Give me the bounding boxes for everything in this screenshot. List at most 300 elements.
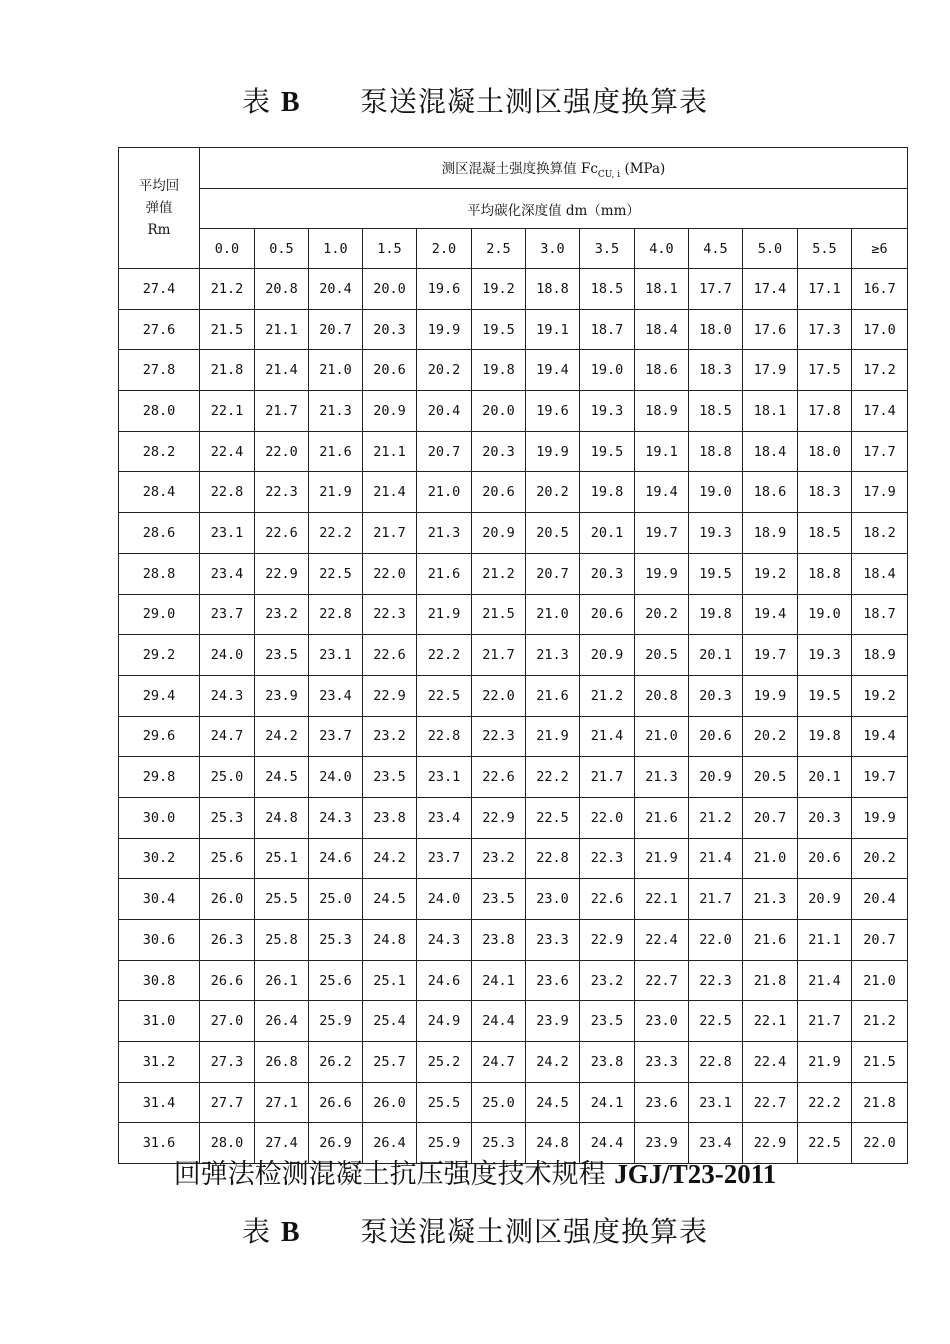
strength-value-cell: 21.4 — [798, 960, 852, 1001]
strength-header-prefix: 测区混凝土强度换算值 Fc — [441, 160, 598, 177]
strength-value-cell: 22.4 — [743, 1042, 798, 1083]
strength-value-cell: 22.3 — [472, 716, 526, 757]
strength-value-cell: 24.2 — [363, 838, 417, 879]
strength-value-cell: 18.5 — [689, 391, 743, 432]
strength-value-cell: 22.3 — [363, 594, 417, 635]
strength-value-cell: 20.6 — [363, 350, 417, 391]
strength-value-cell: 17.9 — [852, 472, 908, 513]
strength-value-cell: 21.5 — [200, 309, 255, 350]
strength-value-cell: 21.7 — [255, 391, 309, 432]
strength-value-cell: 21.2 — [200, 269, 255, 310]
strength-value-cell: 19.8 — [798, 716, 852, 757]
strength-value-cell: 23.5 — [472, 879, 526, 920]
strength-value-cell: 25.3 — [472, 1123, 526, 1164]
strength-value-cell: 18.8 — [689, 431, 743, 472]
strength-value-cell: 22.0 — [255, 431, 309, 472]
strength-value-cell: 19.0 — [689, 472, 743, 513]
strength-value-cell: 24.7 — [472, 1042, 526, 1083]
strength-value-cell: 20.9 — [472, 513, 526, 554]
rm-value-cell: 30.8 — [119, 960, 200, 1001]
strength-value-cell: 20.5 — [526, 513, 580, 554]
rm-value-cell: 31.2 — [119, 1042, 200, 1083]
strength-value-cell: 19.0 — [798, 594, 852, 635]
strength-value-cell: 22.8 — [200, 472, 255, 513]
strength-value-cell: 23.9 — [635, 1123, 689, 1164]
rm-value-cell: 31.0 — [119, 1001, 200, 1042]
strength-value-cell: 27.7 — [200, 1082, 255, 1123]
strength-value-cell: 22.5 — [798, 1123, 852, 1164]
strength-value-cell: 19.6 — [417, 269, 472, 310]
strength-value-cell: 26.3 — [200, 920, 255, 961]
strength-value-cell: 17.5 — [798, 350, 852, 391]
strength-value-cell: 20.9 — [363, 391, 417, 432]
table-row — [119, 716, 908, 757]
strength-value-cell: 22.9 — [743, 1123, 798, 1164]
strength-value-cell: 16.7 — [852, 269, 908, 310]
strength-value-cell: 21.9 — [417, 594, 472, 635]
strength-value-cell: 17.7 — [689, 269, 743, 310]
strength-value-cell: 17.6 — [743, 309, 798, 350]
rm-header-line1: 平均回 — [138, 178, 180, 194]
table-row — [119, 879, 908, 920]
strength-value-cell: 20.7 — [852, 920, 908, 961]
strength-value-cell: 25.8 — [255, 920, 309, 961]
strength-value-cell: 23.7 — [200, 594, 255, 635]
title-text: 泵送混凝土测区强度换算表 — [360, 1215, 709, 1248]
strength-value-cell: 20.6 — [798, 838, 852, 879]
strength-value-cell: 23.0 — [526, 879, 580, 920]
strength-value-cell: 22.6 — [580, 879, 635, 920]
rm-value-cell: 31.6 — [119, 1123, 200, 1164]
strength-value-cell: 25.5 — [417, 1082, 472, 1123]
strength-value-cell: 22.3 — [689, 960, 743, 1001]
table-row — [119, 431, 908, 472]
strength-value-cell: 19.2 — [743, 553, 798, 594]
strength-value-cell: 22.8 — [526, 838, 580, 879]
strength-value-cell: 20.1 — [689, 635, 743, 676]
depth-header: 平均碳化深度值 dm（mm） — [200, 189, 908, 229]
depth-values-row — [119, 229, 908, 269]
strength-value-cell: 21.0 — [309, 350, 363, 391]
table-row — [119, 1082, 908, 1123]
strength-value-cell: 18.5 — [798, 513, 852, 554]
strength-value-cell: 25.5 — [255, 879, 309, 920]
title-table-id: B — [280, 1217, 301, 1248]
strength-value-cell: 21.0 — [743, 838, 798, 879]
strength-value-cell: 26.6 — [309, 1082, 363, 1123]
strength-value-cell: 23.8 — [472, 920, 526, 961]
strength-value-cell: 20.6 — [472, 472, 526, 513]
strength-value-cell: 24.9 — [417, 1001, 472, 1042]
strength-value-cell: 21.4 — [689, 838, 743, 879]
strength-value-cell: 20.3 — [580, 553, 635, 594]
strength-value-cell: 27.3 — [200, 1042, 255, 1083]
strength-value-cell: 24.3 — [417, 920, 472, 961]
strength-value-cell: 19.6 — [526, 391, 580, 432]
strength-value-cell: 18.7 — [852, 594, 908, 635]
strength-value-cell: 20.0 — [363, 269, 417, 310]
strength-value-cell: 21.6 — [743, 920, 798, 961]
strength-value-cell: 22.7 — [635, 960, 689, 1001]
strength-value-cell: 21.3 — [417, 513, 472, 554]
strength-value-cell: 23.1 — [417, 757, 472, 798]
strength-value-cell: 21.4 — [363, 472, 417, 513]
strength-value-cell: 23.9 — [255, 675, 309, 716]
rm-value-cell: 28.8 — [119, 553, 200, 594]
strength-value-cell: 21.2 — [689, 797, 743, 838]
strength-value-cell: 25.7 — [363, 1042, 417, 1083]
strength-value-cell: 21.2 — [580, 675, 635, 716]
strength-value-cell: 21.2 — [852, 1001, 908, 1042]
strength-header-unit: (MPa) — [624, 160, 666, 177]
strength-value-cell: 21.7 — [580, 757, 635, 798]
strength-value-cell: 19.3 — [689, 513, 743, 554]
strength-value-cell: 20.5 — [743, 757, 798, 798]
strength-value-cell: 18.4 — [635, 309, 689, 350]
depth-header-cell: 2.0 — [417, 229, 472, 269]
strength-value-cell: 26.8 — [255, 1042, 309, 1083]
strength-value-cell: 22.1 — [200, 391, 255, 432]
strength-value-cell: 23.2 — [255, 594, 309, 635]
strength-value-cell: 22.0 — [689, 920, 743, 961]
strength-value-cell: 25.0 — [200, 757, 255, 798]
strength-value-cell: 17.7 — [852, 431, 908, 472]
strength-value-cell: 22.3 — [255, 472, 309, 513]
strength-value-cell: 24.1 — [580, 1082, 635, 1123]
strength-value-cell: 19.7 — [635, 513, 689, 554]
depth-header-cell: 1.0 — [309, 229, 363, 269]
strength-value-cell: 18.8 — [798, 553, 852, 594]
strength-value-cell: 20.3 — [472, 431, 526, 472]
strength-value-cell: 21.8 — [852, 1082, 908, 1123]
strength-value-cell: 23.2 — [363, 716, 417, 757]
strength-value-cell: 17.8 — [798, 391, 852, 432]
strength-value-cell: 19.1 — [526, 309, 580, 350]
strength-value-cell: 21.6 — [635, 797, 689, 838]
strength-value-cell: 19.4 — [852, 716, 908, 757]
strength-value-cell: 21.0 — [417, 472, 472, 513]
rm-value-cell: 29.4 — [119, 675, 200, 716]
strength-value-cell: 23.8 — [363, 797, 417, 838]
strength-value-cell: 20.6 — [689, 716, 743, 757]
strength-value-cell: 24.8 — [255, 797, 309, 838]
strength-value-cell: 23.5 — [255, 635, 309, 676]
strength-value-cell: 20.3 — [689, 675, 743, 716]
table-row — [119, 350, 908, 391]
strength-value-cell: 26.4 — [255, 1001, 309, 1042]
rm-value-cell: 29.8 — [119, 757, 200, 798]
strength-value-cell: 25.1 — [255, 838, 309, 879]
strength-value-cell: 23.6 — [526, 960, 580, 1001]
strength-value-cell: 24.7 — [200, 716, 255, 757]
strength-value-cell: 25.4 — [363, 1001, 417, 1042]
strength-value-cell: 17.4 — [743, 269, 798, 310]
strength-value-cell: 24.5 — [526, 1082, 580, 1123]
strength-value-cell: 24.3 — [200, 675, 255, 716]
rm-value-cell: 30.2 — [119, 838, 200, 879]
strength-value-cell: 17.0 — [852, 309, 908, 350]
strength-value-cell: 22.9 — [363, 675, 417, 716]
strength-value-cell: 19.4 — [743, 594, 798, 635]
depth-header-cell: 1.5 — [363, 229, 417, 269]
rm-value-cell: 27.8 — [119, 350, 200, 391]
strength-value-cell: 21.7 — [363, 513, 417, 554]
strength-value-cell: 20.2 — [526, 472, 580, 513]
strength-value-cell: 21.6 — [526, 675, 580, 716]
strength-value-cell: 19.9 — [526, 431, 580, 472]
table-row — [119, 757, 908, 798]
strength-value-cell: 22.6 — [363, 635, 417, 676]
table-row — [119, 960, 908, 1001]
strength-value-cell: 26.0 — [363, 1082, 417, 1123]
strength-value-cell: 22.2 — [309, 513, 363, 554]
strength-value-cell: 19.9 — [635, 553, 689, 594]
strength-value-cell: 20.9 — [580, 635, 635, 676]
strength-value-cell: 21.5 — [852, 1042, 908, 1083]
strength-value-cell: 20.7 — [417, 431, 472, 472]
strength-value-cell: 18.6 — [635, 350, 689, 391]
strength-value-cell: 21.1 — [363, 431, 417, 472]
strength-value-cell: 21.6 — [309, 431, 363, 472]
strength-value-cell: 17.4 — [852, 391, 908, 432]
strength-value-cell: 21.0 — [852, 960, 908, 1001]
strength-value-cell: 19.8 — [689, 594, 743, 635]
strength-value-cell: 21.5 — [472, 594, 526, 635]
strength-value-cell: 18.9 — [743, 513, 798, 554]
strength-value-cell: 24.6 — [309, 838, 363, 879]
strength-value-cell: 24.2 — [255, 716, 309, 757]
strength-value-cell: 19.5 — [689, 553, 743, 594]
strength-value-cell: 21.0 — [635, 716, 689, 757]
strength-value-cell: 24.5 — [363, 879, 417, 920]
depth-header-cell: 0.5 — [255, 229, 309, 269]
strength-value-cell: 24.4 — [580, 1123, 635, 1164]
strength-value-cell: 26.1 — [255, 960, 309, 1001]
strength-value-cell: 24.8 — [526, 1123, 580, 1164]
strength-value-cell: 22.1 — [743, 1001, 798, 1042]
strength-value-cell: 20.0 — [472, 391, 526, 432]
strength-value-cell: 22.8 — [417, 716, 472, 757]
strength-value-cell: 17.9 — [743, 350, 798, 391]
strength-value-cell: 23.4 — [200, 553, 255, 594]
strength-value-cell: 23.2 — [580, 960, 635, 1001]
strength-value-cell: 19.1 — [635, 431, 689, 472]
table-row — [119, 391, 908, 432]
strength-value-cell: 19.4 — [635, 472, 689, 513]
strength-value-cell: 25.3 — [200, 797, 255, 838]
strength-value-cell: 18.9 — [852, 635, 908, 676]
strength-value-cell: 18.4 — [743, 431, 798, 472]
table-row — [119, 594, 908, 635]
depth-header-cell: ≥6 — [852, 229, 908, 269]
strength-value-cell: 20.7 — [309, 309, 363, 350]
title-prefix: 表 — [241, 1215, 271, 1248]
strength-value-cell: 22.0 — [363, 553, 417, 594]
strength-value-cell: 20.5 — [635, 635, 689, 676]
strength-value-cell: 22.0 — [852, 1123, 908, 1164]
strength-value-cell: 22.3 — [580, 838, 635, 879]
strength-value-cell: 18.8 — [526, 269, 580, 310]
strength-value-cell: 23.0 — [635, 1001, 689, 1042]
table-row — [119, 472, 908, 513]
strength-value-cell: 26.2 — [309, 1042, 363, 1083]
strength-value-cell: 22.2 — [798, 1082, 852, 1123]
table-row — [119, 675, 908, 716]
strength-value-cell: 24.4 — [472, 1001, 526, 1042]
strength-value-cell: 21.3 — [309, 391, 363, 432]
rm-value-cell: 29.0 — [119, 594, 200, 635]
strength-value-cell: 25.3 — [309, 920, 363, 961]
strength-value-cell: 21.0 — [526, 594, 580, 635]
strength-value-cell: 22.9 — [580, 920, 635, 961]
strength-value-cell: 26.0 — [200, 879, 255, 920]
strength-value-cell: 22.6 — [255, 513, 309, 554]
strength-value-cell: 19.3 — [580, 391, 635, 432]
table-row — [119, 920, 908, 961]
strength-value-cell: 21.1 — [798, 920, 852, 961]
strength-value-cell: 20.7 — [526, 553, 580, 594]
strength-value-cell: 24.6 — [417, 960, 472, 1001]
strength-value-cell: 23.7 — [417, 838, 472, 879]
strength-value-cell: 20.2 — [743, 716, 798, 757]
strength-value-cell: 24.3 — [309, 797, 363, 838]
rm-value-cell: 29.2 — [119, 635, 200, 676]
strength-value-cell: 19.8 — [472, 350, 526, 391]
rm-header-line2: 弹值 — [145, 200, 173, 216]
strength-value-cell: 21.3 — [743, 879, 798, 920]
depth-header-cell: 4.0 — [635, 229, 689, 269]
strength-value-cell: 23.5 — [580, 1001, 635, 1042]
strength-value-cell: 20.1 — [798, 757, 852, 798]
strength-value-cell: 21.1 — [255, 309, 309, 350]
strength-value-cell: 24.1 — [472, 960, 526, 1001]
strength-value-cell: 20.4 — [852, 879, 908, 920]
table-row — [119, 269, 908, 310]
strength-value-cell: 22.5 — [689, 1001, 743, 1042]
strength-value-cell: 20.9 — [689, 757, 743, 798]
strength-value-cell: 23.3 — [635, 1042, 689, 1083]
strength-value-cell: 21.3 — [526, 635, 580, 676]
rm-value-cell: 30.0 — [119, 797, 200, 838]
footer-standard: JGJ/T23-2011 — [614, 1159, 777, 1189]
strength-value-cell: 22.8 — [309, 594, 363, 635]
strength-value-cell: 25.6 — [309, 960, 363, 1001]
table-title-repeat — [0, 1210, 950, 1250]
strength-value-cell: 18.2 — [852, 513, 908, 554]
page-footer — [0, 1152, 950, 1191]
strength-value-cell: 20.7 — [743, 797, 798, 838]
strength-value-cell: 23.3 — [526, 920, 580, 961]
strength-value-cell: 21.9 — [526, 716, 580, 757]
strength-value-cell: 19.7 — [743, 635, 798, 676]
strength-value-cell: 22.8 — [689, 1042, 743, 1083]
rm-value-cell: 27.6 — [119, 309, 200, 350]
table-row — [119, 635, 908, 676]
strength-value-cell: 22.0 — [580, 797, 635, 838]
depth-header-cell: 3.0 — [526, 229, 580, 269]
strength-value-cell: 23.9 — [526, 1001, 580, 1042]
strength-value-cell: 26.9 — [309, 1123, 363, 1164]
strength-value-cell: 19.5 — [798, 675, 852, 716]
strength-value-cell: 19.8 — [580, 472, 635, 513]
strength-value-cell: 19.9 — [417, 309, 472, 350]
title-prefix: 表 — [241, 85, 271, 118]
strength-value-cell: 22.0 — [472, 675, 526, 716]
strength-value-cell: 21.2 — [472, 553, 526, 594]
strength-conversion-table — [118, 147, 908, 1164]
rm-header-cell — [119, 148, 200, 269]
strength-value-cell: 19.7 — [852, 757, 908, 798]
strength-value-cell: 22.5 — [309, 553, 363, 594]
strength-value-cell: 20.2 — [852, 838, 908, 879]
strength-value-cell: 19.3 — [798, 635, 852, 676]
rm-value-cell: 29.6 — [119, 716, 200, 757]
rm-value-cell: 28.6 — [119, 513, 200, 554]
strength-value-cell: 25.9 — [309, 1001, 363, 1042]
rm-value-cell: 27.4 — [119, 269, 200, 310]
table-row — [119, 1001, 908, 1042]
strength-value-cell: 23.4 — [309, 675, 363, 716]
strength-value-cell: 19.5 — [580, 431, 635, 472]
strength-value-cell: 21.9 — [635, 838, 689, 879]
strength-value-cell: 23.6 — [635, 1082, 689, 1123]
strength-value-cell: 18.3 — [798, 472, 852, 513]
strength-value-cell: 24.5 — [255, 757, 309, 798]
strength-value-cell: 18.1 — [635, 269, 689, 310]
strength-value-cell: 21.7 — [472, 635, 526, 676]
strength-value-cell: 17.1 — [798, 269, 852, 310]
strength-value-cell: 25.2 — [417, 1042, 472, 1083]
depth-header-cell: 0.0 — [200, 229, 255, 269]
table-row — [119, 553, 908, 594]
strength-value-cell: 23.1 — [200, 513, 255, 554]
strength-value-cell: 19.9 — [852, 797, 908, 838]
rm-value-cell: 28.2 — [119, 431, 200, 472]
depth-header-cell: 5.5 — [798, 229, 852, 269]
strength-value-cell: 21.4 — [255, 350, 309, 391]
strength-value-cell: 18.0 — [689, 309, 743, 350]
strength-value-cell: 24.0 — [417, 879, 472, 920]
strength-value-cell: 23.8 — [580, 1042, 635, 1083]
strength-value-cell: 27.4 — [255, 1123, 309, 1164]
strength-value-cell: 21.8 — [743, 960, 798, 1001]
table-title — [0, 80, 950, 120]
depth-header-cell: 4.5 — [689, 229, 743, 269]
strength-value-cell: 19.0 — [580, 350, 635, 391]
strength-header — [200, 148, 908, 189]
strength-value-cell: 19.2 — [472, 269, 526, 310]
strength-value-cell: 20.2 — [417, 350, 472, 391]
strength-value-cell: 19.4 — [526, 350, 580, 391]
strength-value-cell: 21.9 — [309, 472, 363, 513]
strength-value-cell: 25.1 — [363, 960, 417, 1001]
strength-value-cell: 19.2 — [852, 675, 908, 716]
strength-value-cell: 22.9 — [472, 797, 526, 838]
strength-value-cell: 21.7 — [689, 879, 743, 920]
strength-value-cell: 18.4 — [852, 553, 908, 594]
strength-value-cell: 26.4 — [363, 1123, 417, 1164]
rm-header-line3: Rm — [147, 222, 171, 238]
strength-value-cell: 18.0 — [798, 431, 852, 472]
strength-value-cell: 22.7 — [743, 1082, 798, 1123]
depth-header-cell: 3.5 — [580, 229, 635, 269]
strength-value-cell: 20.4 — [309, 269, 363, 310]
title-text: 泵送混凝土测区强度换算表 — [360, 85, 709, 118]
table-row — [119, 797, 908, 838]
strength-value-cell: 20.2 — [635, 594, 689, 635]
strength-value-cell: 22.2 — [417, 635, 472, 676]
strength-value-cell: 22.5 — [526, 797, 580, 838]
